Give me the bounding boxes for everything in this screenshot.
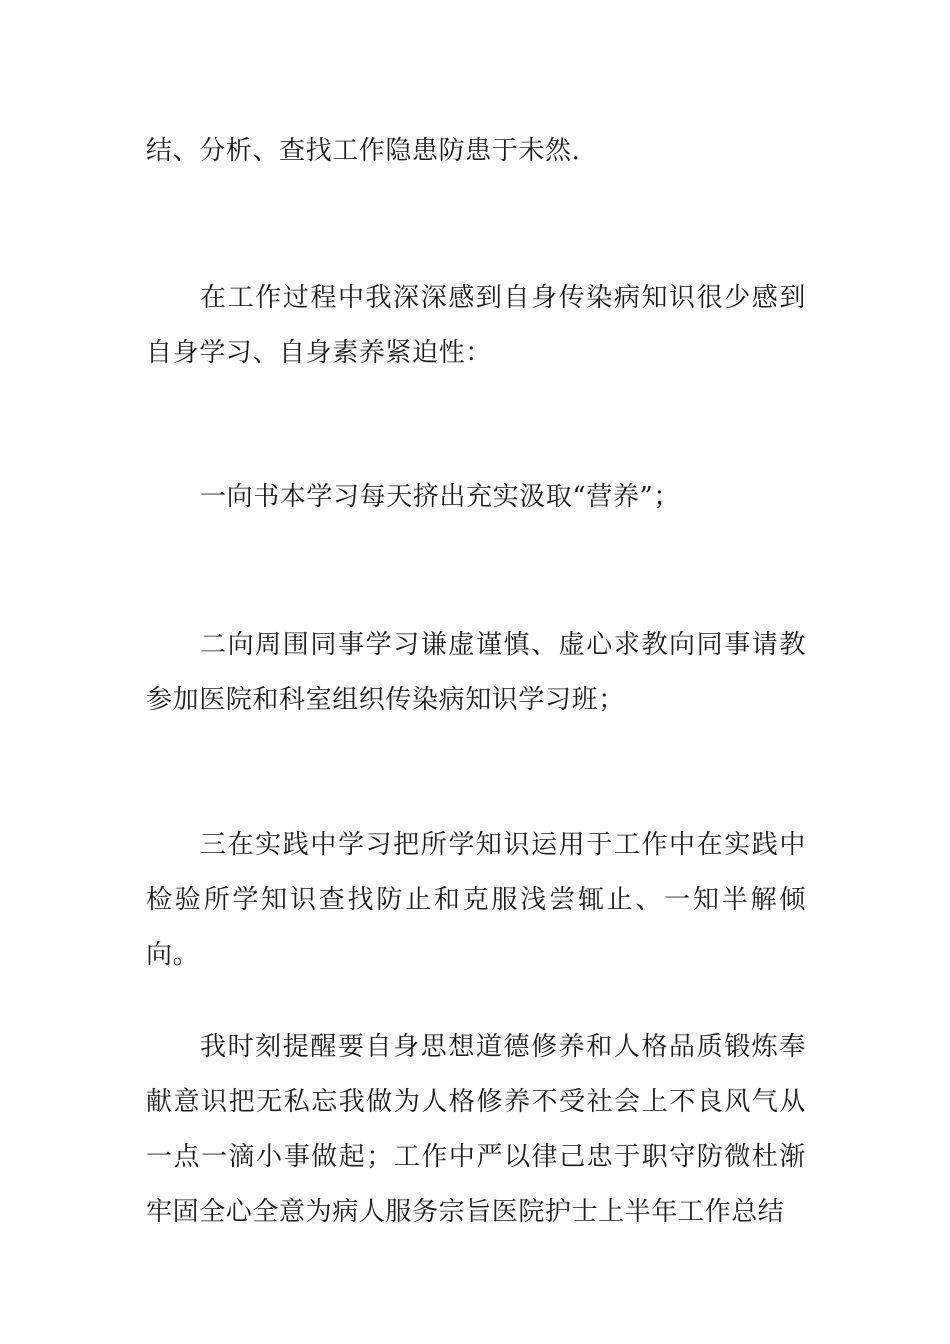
paragraph-colleague-learning: 二向周围同事学习谦虚谨慎、虚心求教向同事请教参加医院和科室组织传染病知识学习班； [146,630,806,715]
paragraph-continuation: 结、分析、查找工作隐患防患于未然. [146,136,581,166]
paragraph-book-learning: 一向书本学习每天挤出充实汲取“营养”； [200,482,680,512]
paragraph-moral-cultivation: 我时刻提醒要自身思想道德修养和人格品质锻炼奉献意识把无私忘我做为人格修养不受社会上不良风气从一点一滴小事做起；工作中严以律己忠于职守防微杜渐牢固全心全意为病人服务宗旨医院护士上半年工作总结 [146,1032,806,1227]
paragraph-knowledge-awareness: 在工作过程中我深深感到自身传染病知识很少感到自身学习、自身素养紧迫性： [146,283,806,368]
paragraph-practice-learning: 三在实践中学习把所学知识运用于工作中在实践中检验所学知识查找防止和克服浅尝辄止、一知半解倾向。 [146,830,806,970]
